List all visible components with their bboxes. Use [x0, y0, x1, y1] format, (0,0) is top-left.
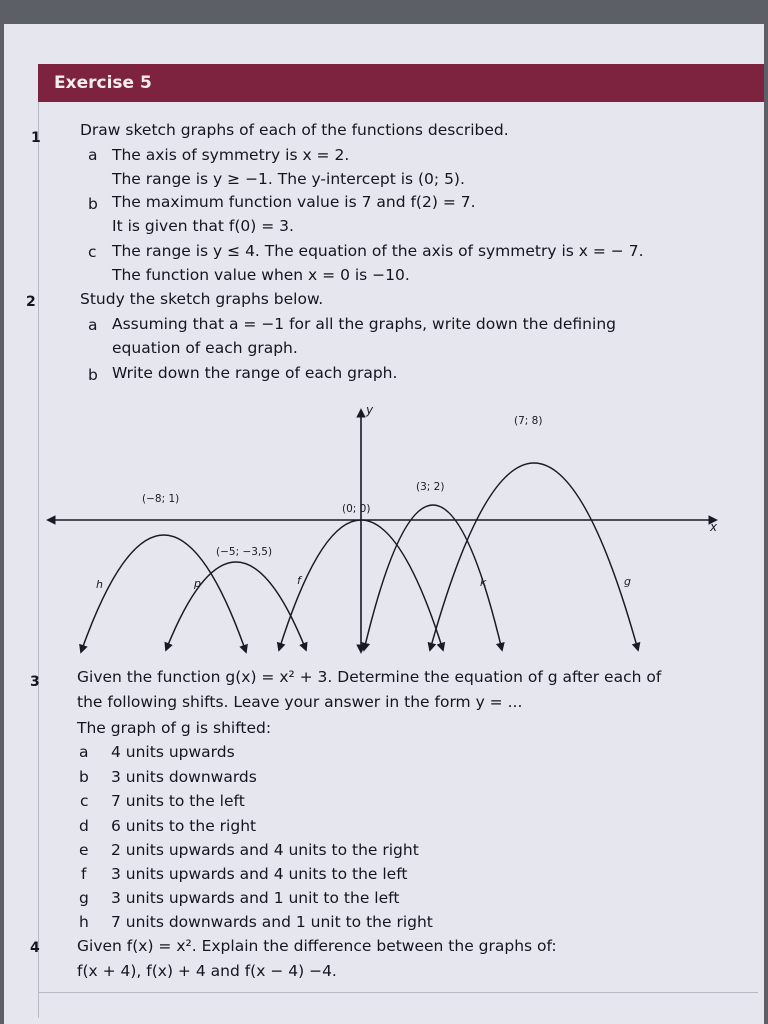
q1-a-letter: a: [88, 146, 98, 164]
q3-item-letter: e: [79, 841, 89, 859]
q1-a-line2: The range is y ≥ −1. The y-intercept is (0; 5).: [112, 170, 465, 188]
q3-item-letter: a: [79, 743, 89, 761]
q3-item-letter: d: [79, 817, 89, 835]
curve-label-h: h: [96, 578, 103, 591]
x-axis-label: x: [710, 520, 718, 534]
q3-item-letter: g: [79, 889, 89, 907]
q2-text: Study the sketch graphs below.: [80, 290, 324, 308]
q3-number: 3: [30, 674, 40, 690]
q3-item-letter: f: [81, 865, 87, 883]
q4-number: 4: [30, 940, 40, 956]
q1-b-line1: The maximum function value is 7 and f(2) = 7.: [112, 193, 476, 211]
curve-label-k: k: [480, 576, 487, 589]
point-label-f-vertex: (0; 0): [342, 503, 371, 515]
bottom-rule: [38, 992, 758, 993]
curve-label-g: g: [624, 575, 631, 588]
point-label-p-vertex: (−5; −3,5): [216, 546, 273, 558]
q3-item-text: 3 units downwards: [111, 768, 257, 786]
q3-line3: The graph of g is shifted:: [77, 719, 272, 737]
q2-a-letter: a: [88, 316, 98, 334]
q3-line1: Given the function g(x) = x² + 3. Determine the equation of g after each of: [77, 668, 662, 686]
q3-item-letter: b: [79, 768, 89, 786]
q3-item-text: 4 units upwards: [111, 743, 235, 761]
textbook-page: [4, 24, 764, 1024]
q2-a-line1: Assuming that a = −1 for all the graphs, write down the defining: [112, 315, 616, 333]
q1-c-line1: The range is y ≤ 4. The equation of the axis of symmetry is x = − 7.: [112, 242, 644, 260]
y-axis-label: y: [366, 403, 374, 417]
q2-a-line2: equation of each graph.: [112, 339, 298, 357]
q1-number: 1: [31, 130, 41, 146]
curve-p: [166, 562, 306, 650]
q2-number: 2: [26, 294, 36, 310]
q3-item-text: 7 units to the left: [111, 792, 245, 810]
q3-item-letter: c: [80, 792, 89, 810]
curve-label-p: p: [194, 577, 201, 590]
q3-line2: the following shifts. Leave your answer in the form y = ...: [77, 693, 523, 711]
q1-b-line2: It is given that f(0) = 3.: [112, 217, 294, 235]
q1-b-letter: b: [88, 195, 98, 213]
q3-item-text: 3 units upwards and 4 units to the left: [111, 865, 408, 883]
q2-b-letter: b: [88, 366, 98, 384]
curve-g: [430, 463, 638, 650]
q3-item-text: 3 units upwards and 1 unit to the left: [111, 889, 400, 907]
q3-item-text: 6 units to the right: [111, 817, 257, 835]
q2-b-line1: Write down the range of each graph.: [112, 364, 398, 382]
point-label-h-vertex: (−8; 1): [142, 493, 180, 505]
q1-a-line1: The axis of symmetry is x = 2.: [112, 146, 350, 164]
point-label-g-vertex: (7; 8): [514, 415, 543, 427]
q1-c-letter: c: [88, 243, 97, 261]
q3-item-text: 7 units downwards and 1 unit to the right: [111, 913, 433, 931]
exercise-title: Exercise 5: [54, 73, 152, 93]
curve-label-f: f: [297, 574, 301, 587]
q1-text: Draw sketch graphs of each of the functions described.: [80, 121, 509, 139]
q3-item-letter: h: [79, 913, 89, 931]
q3-item-text: 2 units upwards and 4 units to the right: [111, 841, 419, 859]
q1-c-line2: The function value when x = 0 is −10.: [112, 266, 410, 284]
q4-line2: f(x + 4), f(x) + 4 and f(x − 4) −4.: [77, 962, 337, 980]
q4-line1: Given f(x) = x². Explain the difference between the graphs of:: [77, 937, 557, 955]
point-label-k-vertex: (3; 2): [416, 481, 445, 493]
